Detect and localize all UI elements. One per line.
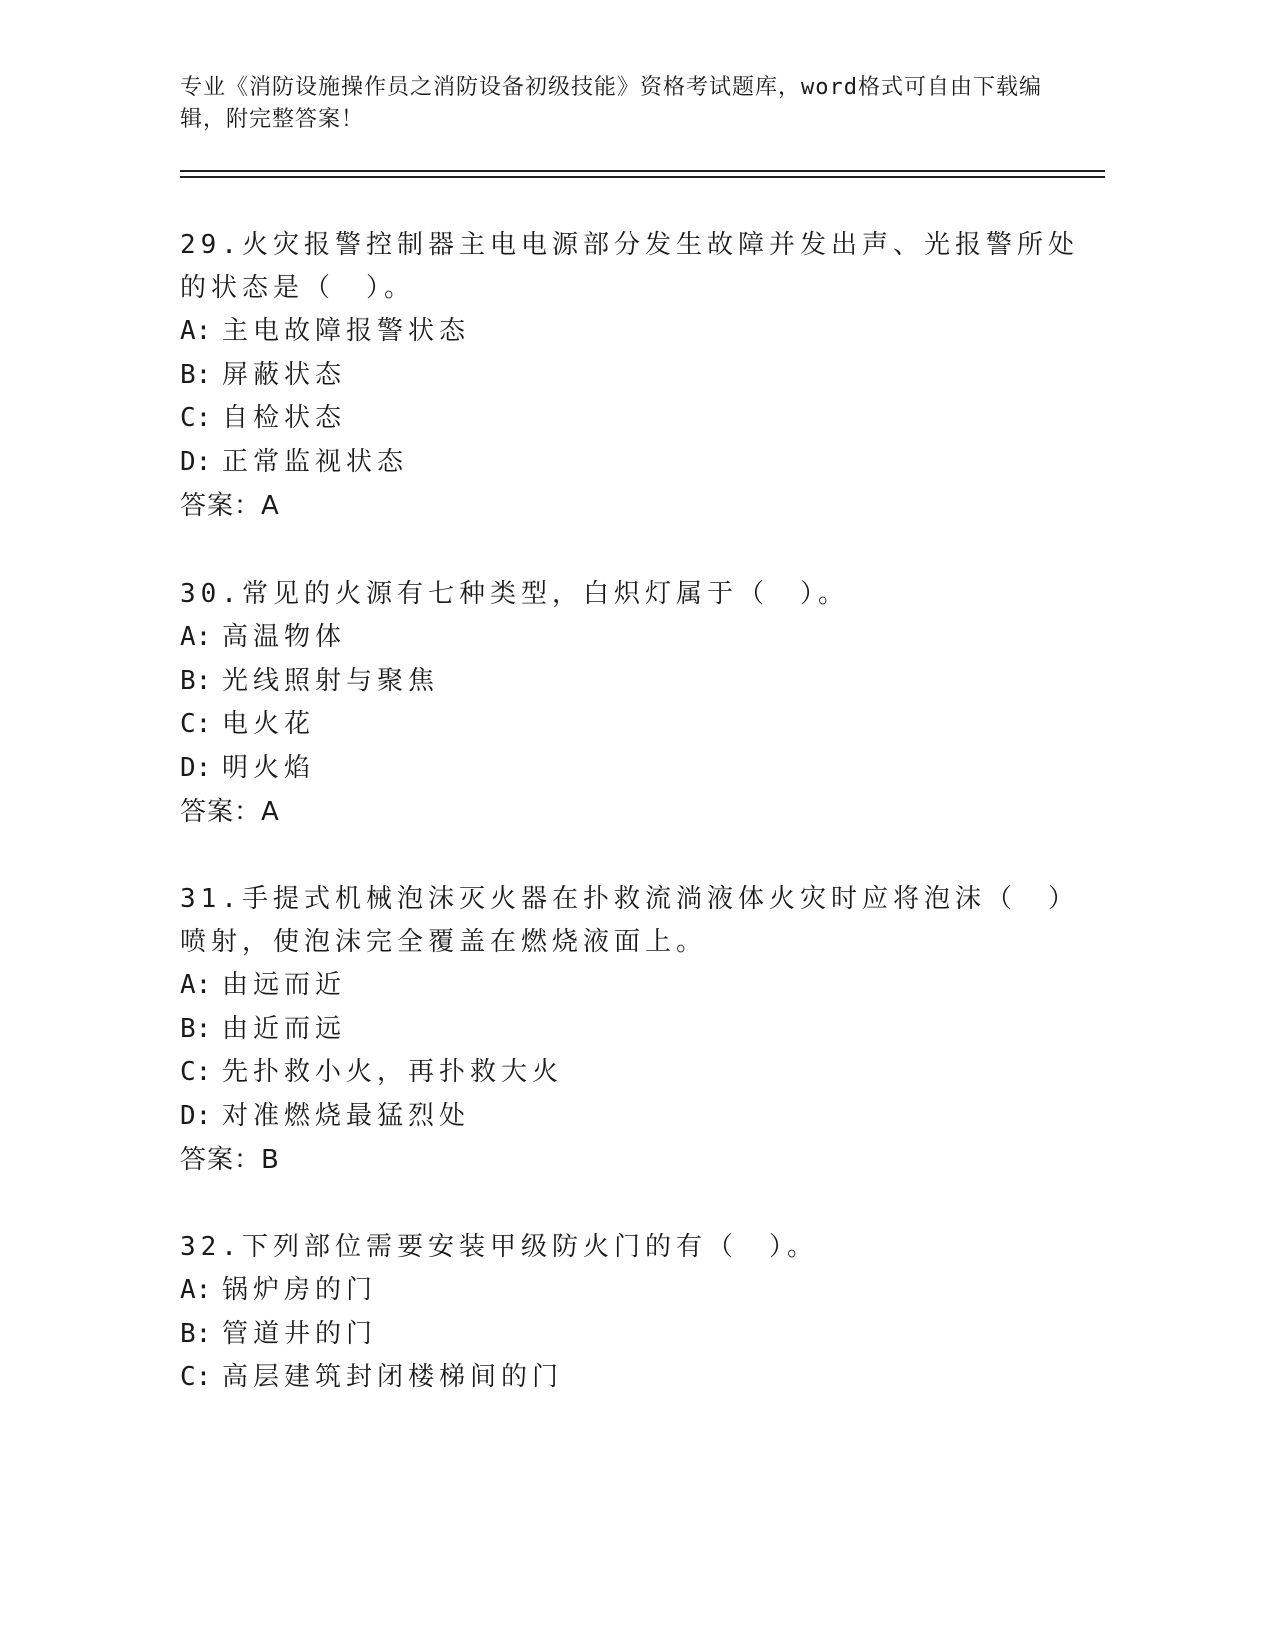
option-b (180, 1008, 1080, 1052)
answer-line: 答案：B (180, 1145, 280, 1175)
option-b (180, 354, 1080, 398)
option-text: 对准燃烧最猛烈处 (222, 1100, 471, 1131)
option-key: C: (180, 1057, 212, 1087)
document-header: 专业《消防设施操作员之消防设备初级技能》资格考试题库，word格式可自由下载编辑，附完整答案！ (180, 75, 1042, 132)
option-c (180, 1051, 1080, 1095)
question-stem: 31.手提式机械泡沫灭火器在扑救流淌液体火灾时应将泡沫（ ）喷射，使泡沫完全覆盖在燃烧液面上。 (180, 884, 1079, 957)
option-a (180, 964, 1080, 1008)
option-d (180, 441, 1080, 485)
option-key: B: (180, 1013, 212, 1044)
option-d (180, 1095, 1080, 1139)
option-key: A: (180, 1275, 212, 1305)
header-divider-bottom (180, 176, 1105, 178)
option-b (180, 1313, 1080, 1357)
option-key: A: (180, 316, 212, 346)
option-c (180, 1356, 1080, 1400)
question-32 (180, 1226, 1080, 1400)
question-stem: 30.常见的火源有七种类型，白炽灯属于（ ）。 (180, 579, 849, 609)
option-key: B: (180, 359, 212, 390)
option-text: 管道井的门 (222, 1318, 378, 1349)
option-a (180, 310, 1080, 354)
question-30 (180, 573, 1080, 834)
option-text: 正常监视状态 (222, 446, 409, 477)
option-text: 先扑救小火，再扑救大火 (222, 1057, 564, 1087)
option-text: 由近而远 (222, 1013, 347, 1044)
option-text: 自检状态 (222, 403, 347, 433)
option-text: 高温物体 (222, 622, 347, 652)
option-text: 主电故障报警状态 (222, 316, 471, 346)
option-text: 电火花 (222, 709, 316, 739)
option-text: 明火焰 (222, 752, 316, 783)
option-key: D: (180, 446, 212, 477)
option-key: B: (180, 1318, 212, 1349)
option-a (180, 616, 1080, 660)
option-text: 屏蔽状态 (222, 359, 347, 390)
header-divider-top (180, 170, 1105, 172)
option-key: D: (180, 1100, 212, 1131)
option-key: C: (180, 709, 212, 739)
option-key: C: (180, 1362, 212, 1392)
answer-line: 答案：A (180, 797, 280, 827)
question-29 (180, 224, 1080, 528)
option-key: B: (180, 665, 212, 696)
option-a (180, 1269, 1080, 1313)
option-text: 高层建筑封闭楼梯间的门 (222, 1362, 564, 1392)
question-stem: 32.下列部位需要安装甲级防火门的有（ ）。 (180, 1232, 818, 1262)
option-text: 由远而近 (222, 970, 347, 1000)
option-key: A: (180, 970, 212, 1000)
answer-line: 答案：A (180, 491, 280, 521)
option-c (180, 397, 1080, 441)
option-c (180, 703, 1080, 747)
option-key: D: (180, 752, 212, 783)
option-text: 锅炉房的门 (222, 1275, 378, 1305)
option-key: C: (180, 403, 212, 433)
option-key: A: (180, 622, 212, 652)
question-31 (180, 878, 1080, 1182)
option-text: 光线照射与聚焦 (222, 665, 440, 696)
question-stem: 29.火灾报警控制器主电电源部分发生故障并发出声、光报警所处的状态是（ ）。 (180, 230, 1079, 303)
option-b (180, 660, 1080, 704)
option-d (180, 747, 1080, 791)
